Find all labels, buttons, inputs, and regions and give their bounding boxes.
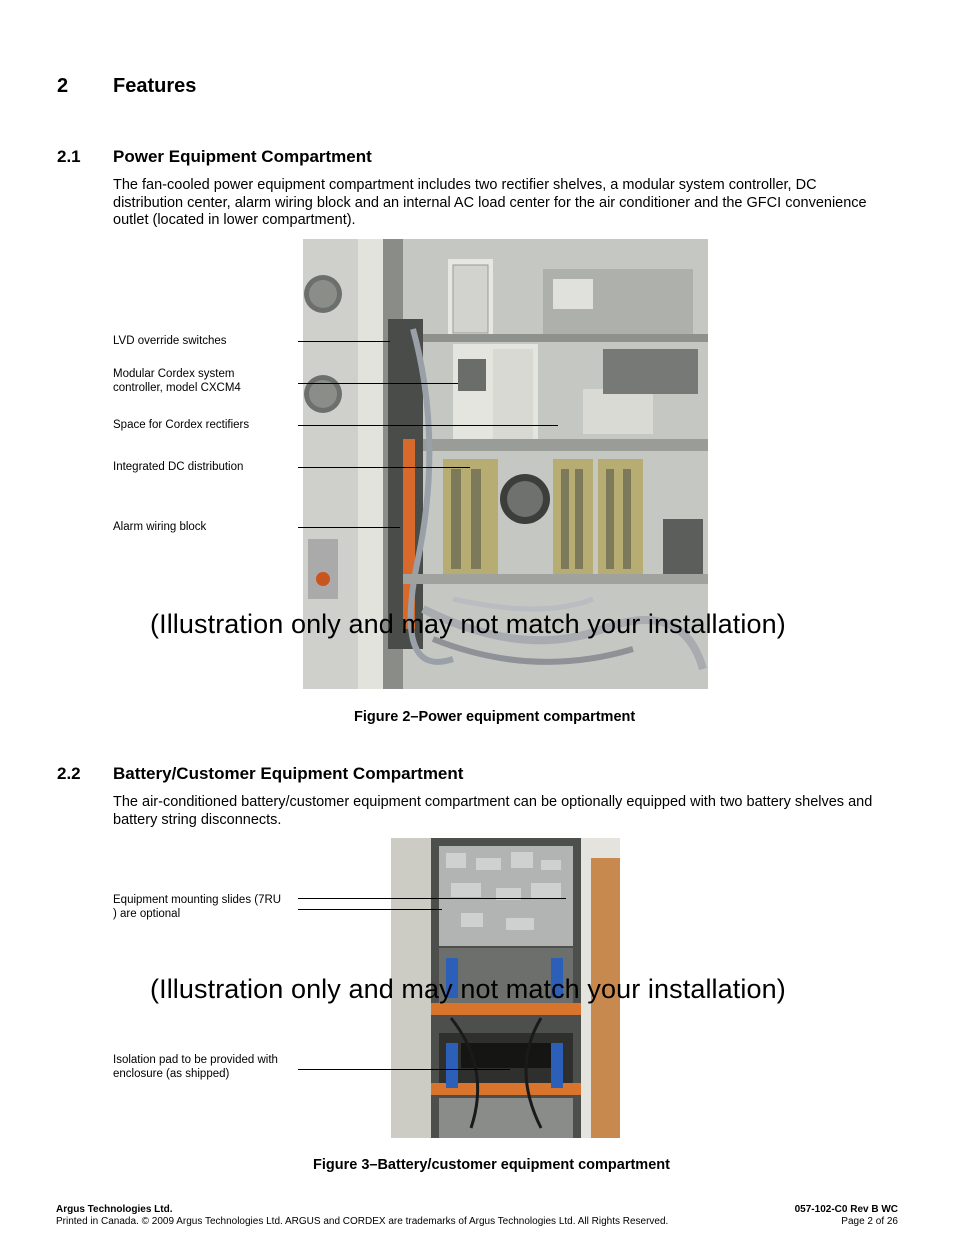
leader-line (298, 527, 400, 528)
leader-line (298, 898, 566, 899)
callout-isolation-pad: Isolation pad to be provided with enclosure (as shipped) (113, 1054, 278, 1080)
callout-mounting-slides: Equipment mounting slides (7RU ) are optional (113, 894, 282, 920)
paragraph: The air-conditioned battery/customer equipment compartment can be optionally equipped with two battery shelves and battery string disconnects. (113, 794, 873, 828)
leader-line (298, 425, 558, 426)
illustration-disclaimer: (Illustration only and may not match your installation) (150, 974, 786, 1004)
leader-line (298, 909, 442, 910)
figure-caption: Figure 3–Battery/customer equipment compartment (313, 1157, 670, 1173)
subsection-number: 2.1 (57, 147, 81, 166)
section-title: Features (113, 75, 197, 97)
figure-caption: Figure 2–Power equipment compartment (354, 709, 636, 725)
illustration-disclaimer: (Illustration only and may not match your installation) (150, 609, 786, 639)
callout-system-controller: Modular Cordex system controller, model CXCM4 (113, 368, 241, 394)
leader-line (298, 383, 458, 384)
footer-legal: Printed in Canada. © 2009 Argus Technologies Ltd. ARGUS and CORDEX are trademarks of Argus Technologies Ltd. All Rights Reserved. (56, 1216, 669, 1227)
footer-page-number: Page 2 of 26 (841, 1216, 898, 1227)
subsection-number: 2.2 (57, 764, 81, 783)
footer-company: Argus Technologies Ltd. (56, 1204, 173, 1215)
leader-line (298, 467, 470, 468)
callout-alarm-wiring-block: Alarm wiring block (113, 521, 207, 533)
callout-rectifier-space: Space for Cordex rectifiers (113, 419, 250, 431)
footer-doc-id: 057-102-C0 Rev B WC (794, 1204, 898, 1215)
subsection-title: Battery/Customer Equipment Compartment (113, 764, 464, 783)
callout-dc-distribution: Integrated DC distribution (113, 461, 244, 473)
subsection-title: Power Equipment Compartment (113, 147, 372, 166)
leader-line (298, 1069, 510, 1070)
paragraph: The fan-cooled power equipment compartment includes two rectifier shelves, a modular system controller, DC distribution center, alarm wiring block and an internal AC load center for the air conditioner and the GFCI convenience outlet (located in lower compartment). (113, 177, 867, 228)
callout-lvd-override-switches: LVD override switches (113, 335, 227, 347)
section-number: 2 (57, 75, 69, 97)
leader-line (298, 341, 390, 342)
